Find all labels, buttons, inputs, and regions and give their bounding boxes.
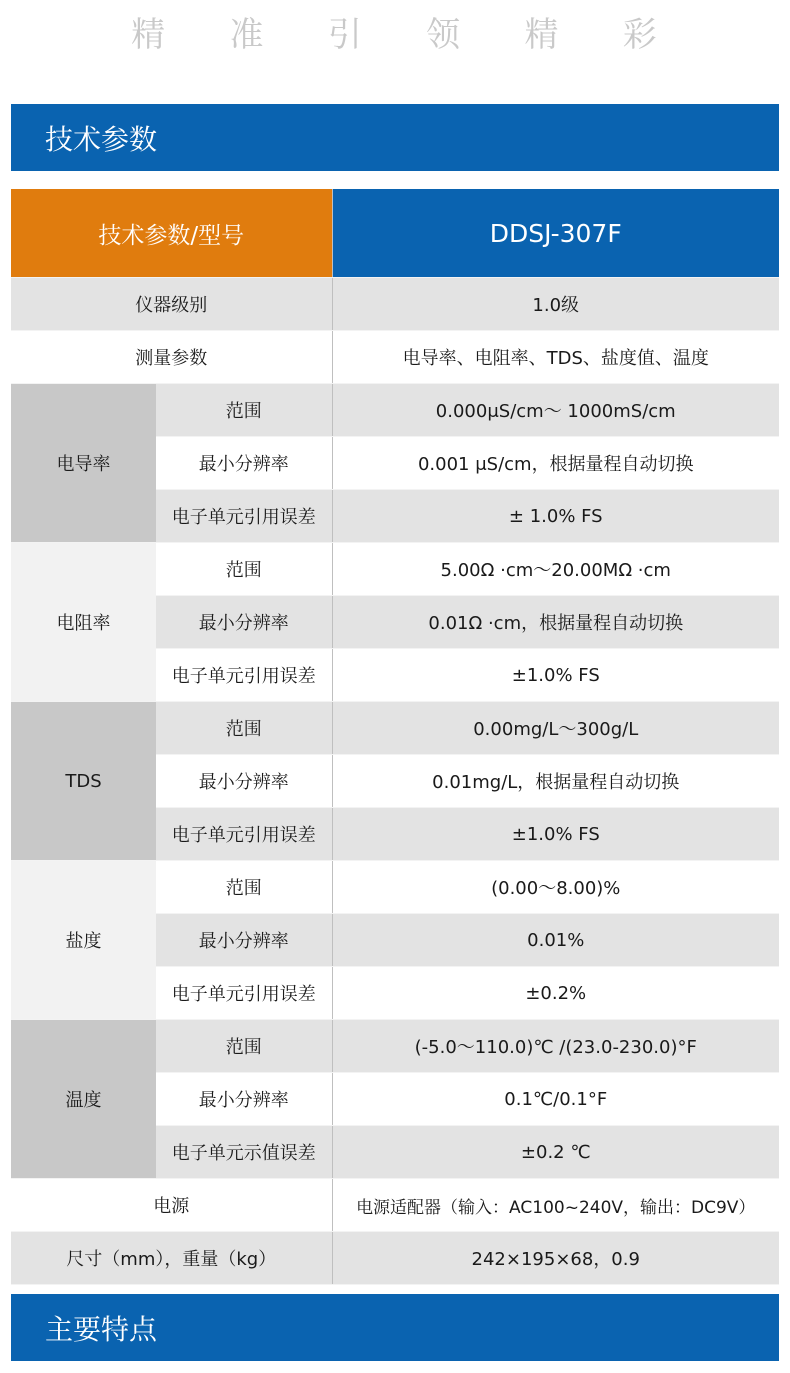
sub-label: 电子单元引用误差	[156, 808, 332, 861]
sub-value: 0.01Ω ·cm，根据量程自动切换	[332, 596, 779, 649]
row-label: 电源	[11, 1179, 332, 1232]
sub-value: ± 1.0% FS	[332, 490, 779, 543]
row-value: 242×195×68，0.9	[332, 1232, 779, 1285]
row-value: 电源适配器（输入：AC100~240V，输出：DC9V）	[332, 1179, 779, 1232]
sub-value: ±0.2%	[332, 967, 779, 1020]
slogan-char: 准	[229, 14, 266, 55]
sub-label: 范围	[156, 702, 332, 755]
sub-value: 0.1℃/0.1°F	[332, 1073, 779, 1126]
group-salinity: 盐度	[11, 861, 156, 1020]
sub-label: 最小分辨率	[156, 596, 332, 649]
sub-label: 范围	[156, 543, 332, 596]
sub-value: 0.01%	[332, 914, 779, 967]
row-value: 电导率、电阻率、TDS、盐度值、温度	[332, 331, 779, 384]
sub-label: 最小分辨率	[156, 1073, 332, 1126]
sub-label: 电子单元示值误差	[156, 1126, 332, 1179]
row-label: 仪器级别	[11, 278, 332, 331]
header-model-label: 技术参数/型号	[11, 189, 332, 278]
row-label: 测量参数	[11, 331, 332, 384]
sub-value: (0.00～8.00)%	[332, 861, 779, 914]
section-title-banner: 技术参数	[11, 104, 779, 171]
sub-value: (-5.0～110.0)℃ /(23.0-230.0)°F	[332, 1020, 779, 1073]
sub-value: ±0.2 ℃	[332, 1126, 779, 1179]
group-resistivity: 电阻率	[11, 543, 156, 702]
group-temperature: 温度	[11, 1020, 156, 1179]
sub-value: 0.01mg/L，根据量程自动切换	[332, 755, 779, 808]
sub-label: 范围	[156, 861, 332, 914]
sub-value: ±1.0% FS	[332, 649, 779, 702]
header-model-value: DDSJ-307F	[332, 189, 779, 278]
sub-label: 电子单元引用误差	[156, 967, 332, 1020]
slogan-char: 精	[524, 14, 561, 55]
sub-label: 最小分辨率	[156, 755, 332, 808]
row-value: 1.0级	[332, 278, 779, 331]
sub-label: 最小分辨率	[156, 437, 332, 490]
row-label: 尺寸（mm），重量（kg）	[11, 1232, 332, 1285]
slogan-char: 引	[327, 14, 364, 55]
spec-table	[11, 189, 779, 1285]
sub-label: 范围	[156, 1020, 332, 1073]
slogan-char: 彩	[622, 14, 659, 55]
group-tds: TDS	[11, 702, 156, 861]
slogan-bar	[0, 0, 790, 62]
sub-value: 0.000μS/cm～ 1000mS/cm	[332, 384, 779, 437]
sub-value: 0.001 μS/cm，根据量程自动切换	[332, 437, 779, 490]
sub-label: 电子单元引用误差	[156, 490, 332, 543]
slogan-char: 精	[131, 14, 168, 55]
slogan-char: 领	[426, 14, 463, 55]
sub-value: 5.00Ω ·cm～20.00MΩ ·cm	[332, 543, 779, 596]
sub-label: 范围	[156, 384, 332, 437]
sub-label: 电子单元引用误差	[156, 649, 332, 702]
sub-value: 0.00mg/L～300g/L	[332, 702, 779, 755]
section2-title-banner: 主要特点	[11, 1294, 779, 1361]
sub-label: 最小分辨率	[156, 914, 332, 967]
group-conductivity: 电导率	[11, 384, 156, 543]
sub-value: ±1.0% FS	[332, 808, 779, 861]
